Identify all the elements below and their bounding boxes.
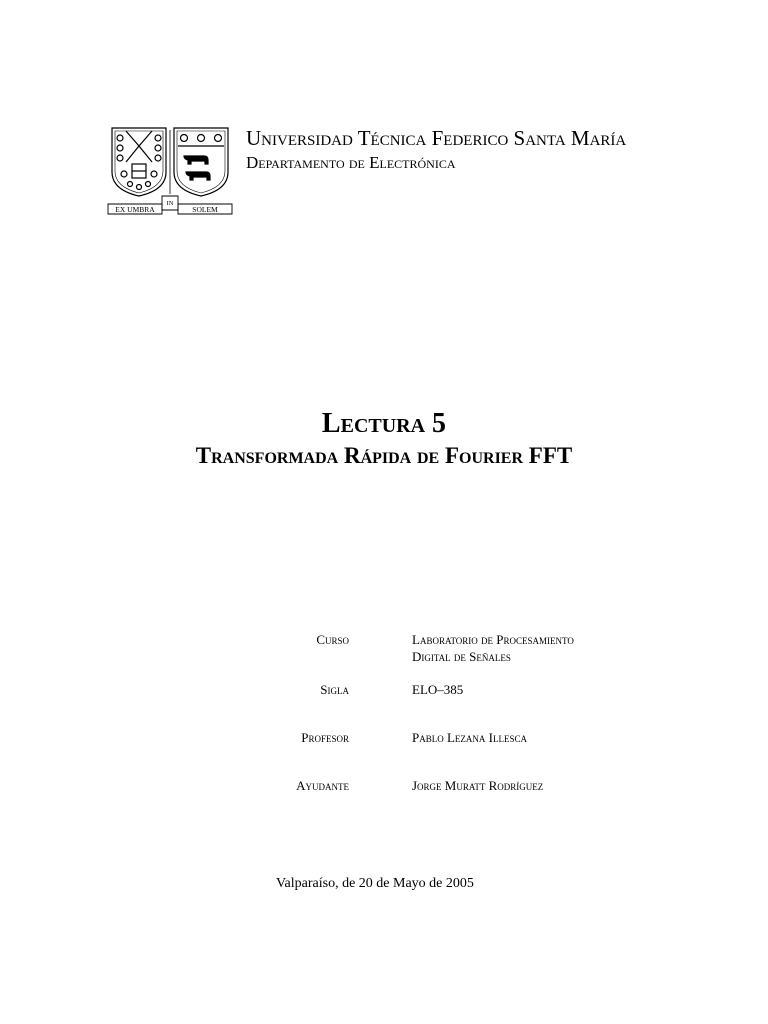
lecture-subtitle: Transformada Rápida de Fourier FFT: [195, 443, 573, 468]
university-name: Universidad Técnica Federico Santa María: [246, 126, 627, 150]
professor-label: Profesor: [301, 730, 349, 745]
department-name: Departamento de Electrónica: [246, 153, 456, 172]
assistant-value: Jorge Muratt Rodríguez: [412, 778, 544, 793]
lecture-title: Lectura 5: [321, 408, 447, 439]
professor-value: Pablo Lezana Illesca: [412, 730, 527, 745]
code-value: ELO–385: [412, 682, 464, 697]
course-value-line1: Laboratorio de Procesamiento: [412, 632, 574, 647]
date-line: Valparaíso, de 20 de Mayo de 2005: [276, 876, 474, 891]
crest-motto-center: IN: [166, 200, 174, 207]
university-crest-logo: [106, 124, 234, 216]
course-value-line2: Digital de Señales: [412, 649, 511, 664]
course-label: Curso: [316, 632, 349, 647]
assistant-label: Ayudante: [296, 778, 349, 793]
crest-motto-left: EX UMBRA: [115, 205, 155, 214]
crest-motto-right: SOLEM: [192, 205, 218, 214]
code-label: Sigla: [320, 682, 349, 697]
